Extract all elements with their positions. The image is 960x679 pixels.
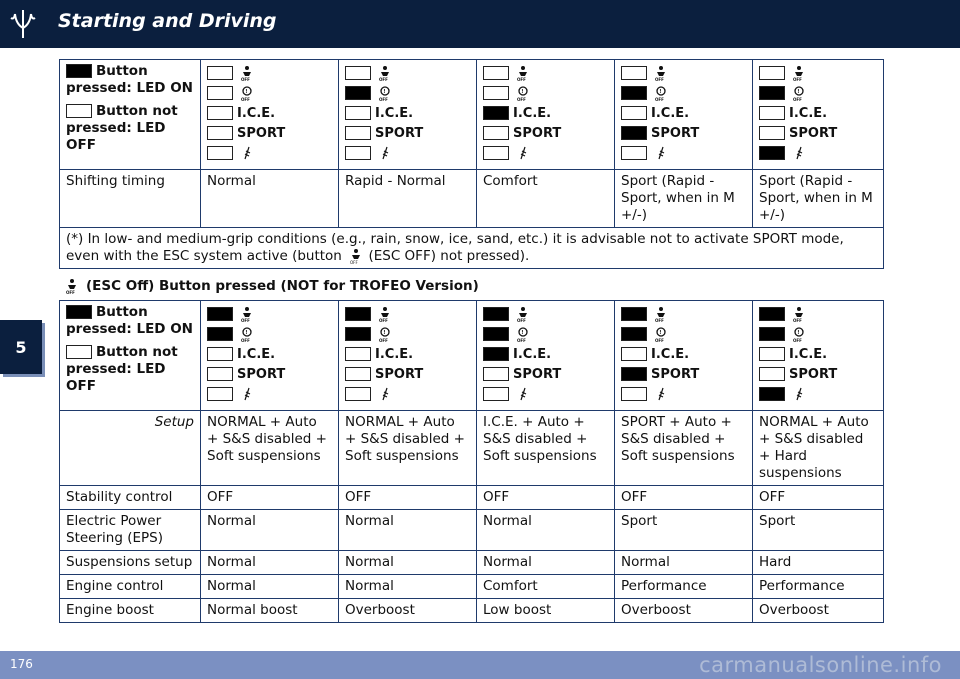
svg-text:OFF: OFF: [793, 77, 802, 81]
led-row: [207, 143, 332, 163]
mode-column-5: [753, 60, 884, 170]
suspension-icon: [239, 145, 255, 161]
led-indicator: [759, 327, 785, 341]
row-label: Suspensions setup: [60, 551, 201, 575]
traction-off-icon: [791, 85, 807, 101]
led-indicator: [207, 66, 233, 80]
led-row: [759, 344, 877, 364]
led-label: I.C.E.: [651, 105, 690, 121]
led-row: [345, 384, 470, 404]
led-row: [483, 83, 608, 103]
led-indicator: [621, 106, 647, 120]
esc-off-icon: [791, 65, 807, 81]
esc-off-icon: [377, 65, 393, 81]
esc-off-icon: [348, 248, 364, 264]
traction-off-icon: [239, 326, 255, 342]
led-label: SPORT: [375, 366, 424, 382]
page-footer: [0, 651, 960, 679]
svg-text:!: !: [245, 330, 248, 336]
led-row: [759, 83, 877, 103]
led-row: [207, 364, 332, 384]
page-header: [0, 0, 960, 48]
led-row: [483, 324, 608, 344]
legend-cell: Button pressed: LED ON Button not pressed: LED OFF: [60, 60, 201, 170]
svg-text:!: !: [659, 330, 662, 336]
svg-text:!: !: [797, 89, 800, 95]
led-indicator: [345, 146, 371, 160]
led-label: I.C.E.: [789, 346, 828, 362]
led-label: SPORT: [237, 366, 286, 382]
svg-text:OFF: OFF: [793, 97, 802, 101]
suspension-icon: [377, 386, 393, 402]
traction-off-icon: [377, 85, 393, 101]
led-row: [207, 384, 332, 404]
led-label: I.C.E.: [513, 346, 552, 362]
led-indicator: [621, 126, 647, 140]
led-row: [483, 103, 608, 123]
led-label: SPORT: [789, 366, 838, 382]
esc-off-icon: [515, 306, 531, 322]
led-indicator: [621, 66, 647, 80]
led-row: [345, 304, 470, 324]
led-label: I.C.E.: [651, 346, 690, 362]
svg-text:!: !: [245, 89, 248, 95]
led-on-swatch: [66, 305, 92, 319]
esc-off-icon: [239, 65, 255, 81]
led-label: I.C.E.: [375, 105, 414, 121]
led-label: SPORT: [375, 125, 424, 141]
svg-text:OFF: OFF: [517, 77, 526, 81]
led-indicator: [621, 146, 647, 160]
led-indicator: [207, 86, 233, 100]
traction-off-icon: [653, 326, 669, 342]
led-row: [207, 103, 332, 123]
row-label: Engine control: [60, 575, 201, 599]
led-label: SPORT: [513, 125, 562, 141]
led-row: [621, 63, 746, 83]
led-row: [207, 304, 332, 324]
suspension-icon: [515, 386, 531, 402]
led-indicator: [621, 387, 647, 401]
led-indicator: [483, 327, 509, 341]
traction-off-icon: [515, 326, 531, 342]
esc-off-icon: [653, 306, 669, 322]
svg-text:OFF: OFF: [379, 77, 388, 81]
esc-off-icon: [377, 306, 393, 322]
led-row: [621, 143, 746, 163]
led-indicator: [621, 327, 647, 341]
led-indicator: [759, 86, 785, 100]
led-row: [345, 364, 470, 384]
note-cell: (*) In low- and medium-grip conditions (e.g., rain, snow, ice, sand, etc.) it is advisable not to activate SPORT mode, even with the ESC system active (button OFF (ESC OFF) not pressed).: [60, 228, 884, 269]
svg-text:OFF: OFF: [655, 318, 664, 322]
led-row: [621, 83, 746, 103]
led-indicator: [621, 367, 647, 381]
esc-off-icon: [515, 65, 531, 81]
led-row: [621, 384, 746, 404]
led-indicator: [759, 126, 785, 140]
esc-off-icon: [64, 278, 80, 294]
led-indicator: [207, 327, 233, 341]
led-row: [345, 83, 470, 103]
led-indicator: [759, 307, 785, 321]
led-indicator: [207, 387, 233, 401]
traction-off-icon: [515, 85, 531, 101]
esc-mode-column-1: [201, 301, 339, 411]
led-row: [759, 143, 877, 163]
led-row: [483, 364, 608, 384]
trident-logo-icon: [8, 8, 38, 40]
led-indicator: [483, 367, 509, 381]
row-label: Stability control: [60, 486, 201, 510]
svg-text:OFF: OFF: [655, 77, 664, 81]
led-row: [621, 324, 746, 344]
led-row: [759, 63, 877, 83]
led-indicator: [345, 66, 371, 80]
svg-text:OFF: OFF: [241, 318, 250, 322]
led-indicator: [483, 307, 509, 321]
led-indicator: [483, 146, 509, 160]
led-row: [621, 344, 746, 364]
esc-off-icon: [653, 65, 669, 81]
led-indicator: [345, 307, 371, 321]
row-label: Engine boost: [60, 599, 201, 623]
svg-text:OFF: OFF: [350, 260, 358, 264]
led-row: [621, 123, 746, 143]
row-label-setup: Setup: [60, 411, 201, 486]
led-indicator: [759, 387, 785, 401]
led-row: [621, 304, 746, 324]
led-row: [483, 123, 608, 143]
led-indicator: [207, 106, 233, 120]
led-row: [483, 63, 608, 83]
esc-off-icon: [239, 306, 255, 322]
led-row: [483, 304, 608, 324]
led-indicator: [207, 347, 233, 361]
traction-off-icon: [239, 85, 255, 101]
svg-text:!: !: [797, 330, 800, 336]
led-row: [759, 123, 877, 143]
suspension-icon: [791, 386, 807, 402]
suspension-icon: [239, 386, 255, 402]
led-label: I.C.E.: [237, 105, 276, 121]
traction-off-icon: [377, 326, 393, 342]
svg-text:OFF: OFF: [655, 338, 664, 342]
led-indicator: [759, 367, 785, 381]
led-row: [207, 123, 332, 143]
led-indicator: [345, 347, 371, 361]
led-indicator: [345, 126, 371, 140]
mode-column-4: [615, 60, 753, 170]
led-label: SPORT: [237, 125, 286, 141]
led-indicator: [483, 126, 509, 140]
led-row: [483, 344, 608, 364]
led-indicator: [207, 307, 233, 321]
led-row: [759, 364, 877, 384]
led-indicator: [621, 86, 647, 100]
led-indicator: [759, 146, 785, 160]
led-row: [621, 364, 746, 384]
svg-text:OFF: OFF: [517, 338, 526, 342]
led-indicator: [345, 86, 371, 100]
led-indicator: [345, 387, 371, 401]
led-indicator: [621, 307, 647, 321]
led-label: I.C.E.: [789, 105, 828, 121]
led-row: [207, 83, 332, 103]
mode-column-2: [339, 60, 477, 170]
led-indicator: [483, 387, 509, 401]
mode-column-3: [477, 60, 615, 170]
chapter-tab[interactable]: 5: [0, 320, 42, 374]
header-title: Starting and Driving: [58, 10, 277, 32]
traction-off-icon: [653, 85, 669, 101]
svg-text:OFF: OFF: [793, 338, 802, 342]
led-label: I.C.E.: [375, 346, 414, 362]
esc-off-mode-table: Button pressed: LED ON Button not pressed: LED OFF OFF ! OFF I.C.E. SPORT OFF ! OFF I.C.E. SPORT OFF ! OFF I.C.E. SPORT OFF ! OFF I.C.E. SPORT OFF ! OFF I.C.E. SPORT Setup NORMAL + Auto + S&S disabled + Soft suspensions NORMAL + Auto + S&S disabled + Soft suspensions I.C.E. + Auto + S&S disabled + Soft suspensions SPORT + Auto + S&S disabled + Soft suspensions NORMAL + Auto + S&S disabled + Hard suspensions Stability control OFF OFF OFF OFF OFF Electric Power Steering (EPS) Normal Normal Normal Sport Sport Suspensions setup Normal Normal Normal Normal Hard Engine control Normal Normal Comfort Performance Performance Engine boost Normal boost Overboost Low boost Overboost Overboost: [59, 300, 884, 623]
drive-mode-table: Button pressed: LED ON Button not pressed: LED OFF OFF ! OFF I.C.E. SPORT OFF ! OFF I.C.E. SPORT OFF ! OFF I.C.E. SPORT OFF ! OFF I.C.E. SPORT OFF ! OFF I.C.E. SPORT Shifting timing Normal Rapid - Normal Comfort Sport (Rapid - Sport, when in M +/-) Sport (Rapid - Sport, when in M +/-) (*) In low- and medium-grip conditions (e.g., rain, snow, ice, sand, etc.) it is advisable not to activate SPORT mode, even with the ESC system active (button OFF (ESC OFF) not pressed).: [59, 59, 884, 269]
suspension-icon: [377, 145, 393, 161]
traction-off-icon: [791, 326, 807, 342]
led-indicator: [759, 66, 785, 80]
esc-off-icon: [791, 306, 807, 322]
led-indicator: [483, 86, 509, 100]
led-row: [345, 344, 470, 364]
led-row: [621, 103, 746, 123]
esc-mode-column-4: [615, 301, 753, 411]
led-row: [207, 324, 332, 344]
led-indicator: [483, 66, 509, 80]
led-row: [759, 384, 877, 404]
led-label: SPORT: [789, 125, 838, 141]
legend-cell: Button pressed: LED ON Button not pressed: LED OFF: [60, 301, 201, 411]
svg-text:OFF: OFF: [241, 338, 250, 342]
row-label: Electric Power Steering (EPS): [60, 510, 201, 551]
svg-text:!: !: [383, 89, 386, 95]
svg-text:OFF: OFF: [517, 97, 526, 101]
page-number: 176: [10, 657, 33, 671]
led-label: I.C.E.: [513, 105, 552, 121]
led-label: SPORT: [651, 125, 700, 141]
suspension-icon: [653, 386, 669, 402]
svg-text:OFF: OFF: [379, 318, 388, 322]
watermark: carmanualsonline.info: [699, 653, 942, 677]
led-row: [759, 324, 877, 344]
led-indicator: [345, 327, 371, 341]
esc-mode-column-2: [339, 301, 477, 411]
row-label-shift: Shifting timing: [60, 170, 201, 228]
led-indicator: [207, 367, 233, 381]
esc-mode-column-3: [477, 301, 615, 411]
svg-text:OFF: OFF: [517, 318, 526, 322]
suspension-icon: [791, 145, 807, 161]
led-row: [483, 143, 608, 163]
svg-text:OFF: OFF: [241, 77, 250, 81]
led-row: [345, 63, 470, 83]
led-indicator: [345, 367, 371, 381]
svg-text:!: !: [521, 330, 524, 336]
svg-text:OFF: OFF: [241, 97, 250, 101]
svg-text:OFF: OFF: [66, 290, 75, 294]
led-row: [345, 324, 470, 344]
led-label: I.C.E.: [237, 346, 276, 362]
suspension-icon: [515, 145, 531, 161]
svg-text:OFF: OFF: [793, 318, 802, 322]
led-row: [345, 143, 470, 163]
section-title: OFF (ESC Off) Button pressed (NOT for TROFEO Version): [66, 278, 479, 294]
led-indicator: [759, 347, 785, 361]
led-on-swatch: [66, 64, 92, 78]
svg-text:!: !: [659, 89, 662, 95]
esc-mode-column-5: [753, 301, 884, 411]
suspension-icon: [653, 145, 669, 161]
led-indicator: [207, 126, 233, 140]
led-row: [345, 103, 470, 123]
svg-text:OFF: OFF: [655, 97, 664, 101]
svg-text:OFF: OFF: [379, 338, 388, 342]
led-indicator: [483, 106, 509, 120]
led-label: SPORT: [513, 366, 562, 382]
led-row: [207, 63, 332, 83]
svg-text:!: !: [383, 330, 386, 336]
led-row: [759, 304, 877, 324]
led-off-swatch: [66, 104, 92, 118]
svg-text:!: !: [521, 89, 524, 95]
led-row: [207, 344, 332, 364]
led-row: [345, 123, 470, 143]
led-indicator: [207, 146, 233, 160]
led-off-swatch: [66, 345, 92, 359]
led-row: [759, 103, 877, 123]
led-indicator: [345, 106, 371, 120]
svg-text:OFF: OFF: [379, 97, 388, 101]
led-row: [483, 384, 608, 404]
led-indicator: [621, 347, 647, 361]
led-label: SPORT: [651, 366, 700, 382]
led-indicator: [759, 106, 785, 120]
led-indicator: [483, 347, 509, 361]
mode-column-1: [201, 60, 339, 170]
